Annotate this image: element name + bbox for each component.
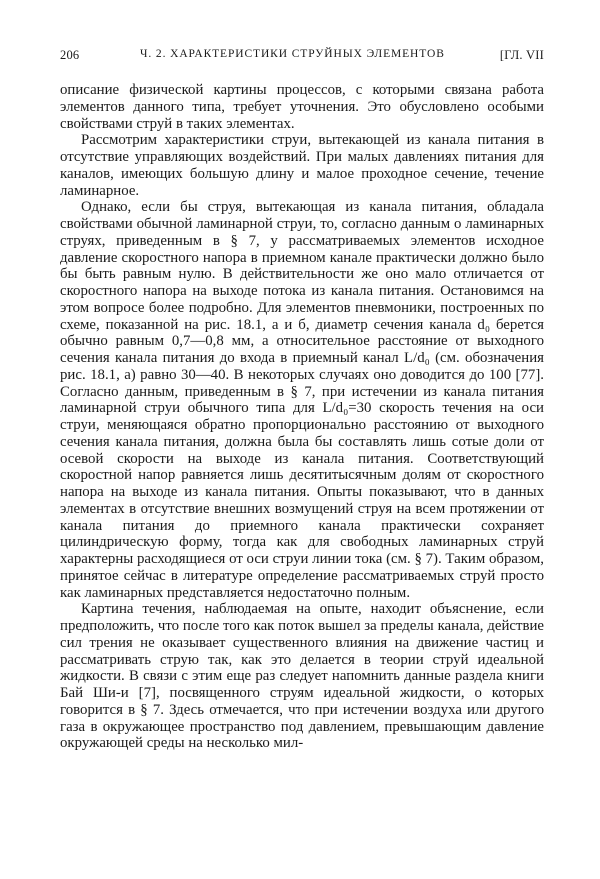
running-title: Ч. 2. ХАРАКТЕРИСТИКИ СТРУЙНЫХ ЭЛЕМЕНТОВ xyxy=(140,48,445,60)
paragraph-laminar-jet: Однако, если бы струя, вытекающая из канала питания, обладала свойствами обычной ламинарной струи, то, согласно данным о ламинарных струях, приведенным в § 7, у рассматриваемых элементов исходное давление скоростного напора в приемном канале практически должно было бы быть равным нулю. В действительности же оно мало отличается от скоростного напора на выходе потока из канала питания. Остановимся на этом вопросе более подробно. Для элементов пневмоники, построенных по схеме, показанной на рис. 18.1, а и б, диаметр сечения канала d₀ берется обычно равным 0,7—0,8 мм, а относительное расстояние от выходного сечения канала питания до входа в приемный канал L/d₀ (см. обозначения рис. 18.1, а) равно 30—40. В некоторых случаях оно доводится до 100 [77]. Согласно данным, приведенным в § 7, при истечении из канала питания ламинарной струи обычного типа для L/d₀=30 скорость течения на оси струи, меняющаяся обратно пропорционально расстоянию от выходного сечения канала питания, должна была бы составлять лишь сотые доли от осевой скорости на выходе из канала питания. Соответствующий скоростной напор равняется лишь десятитысячным долям от скоростного напора на выходе из канала питания. Опыты показывают, что в данных элементах в отсутствие внешних возмущений струя на всем протяжении от канала питания до приемного канала практически сохраняет цилиндрическую форму, тогда как для свободных ламинарных струй характерны расходящиеся от оси струи линии тока (см. § 7). Таким образом, принятое сейчас в литературе определение рассматриваемых струй просто как ламинарных представляется недостаточно полным. xyxy=(60,199,544,601)
page-number: 206 xyxy=(60,48,80,62)
body-text xyxy=(60,82,544,752)
book-page xyxy=(60,48,544,752)
paragraph-flow-picture: Картина течения, наблюдаемая на опыте, находит объяснение, если предположить, что после того как поток вышел за пределы канала, действие сил трения не оказывает существенного влияния на движение частиц и рассматривать струю так, как это делается в теории струй идеальной жидкости. В связи с этим еще раз следует напомнить данные раздела книги Бай Ши-и [7], посвященного струям идеальной жидкости, о которых говорится в § 7. Здесь отмечается, что при истечении воздуха или другого газа в окружающее пространство под давлением, превышающим давление окружающей среды на несколько мил- xyxy=(60,601,544,752)
paragraph-continuation: описание физической картины процессов, с которыми связана работа элементов данного типа, требует уточнения. Это обусловлено особыми свойствами струй в таких элементах. xyxy=(60,82,544,132)
running-header xyxy=(60,48,544,70)
chapter-reference: [ГЛ. VII xyxy=(499,48,544,62)
paragraph-jet-characteristics: Рассмотрим характеристики струи, вытекающей из канала питания в отсутствие управляющих воздействий. При малых давлениях питания для каналов, имеющих большую длину и малое проходное сечение, течение ламинарное. xyxy=(60,132,544,199)
